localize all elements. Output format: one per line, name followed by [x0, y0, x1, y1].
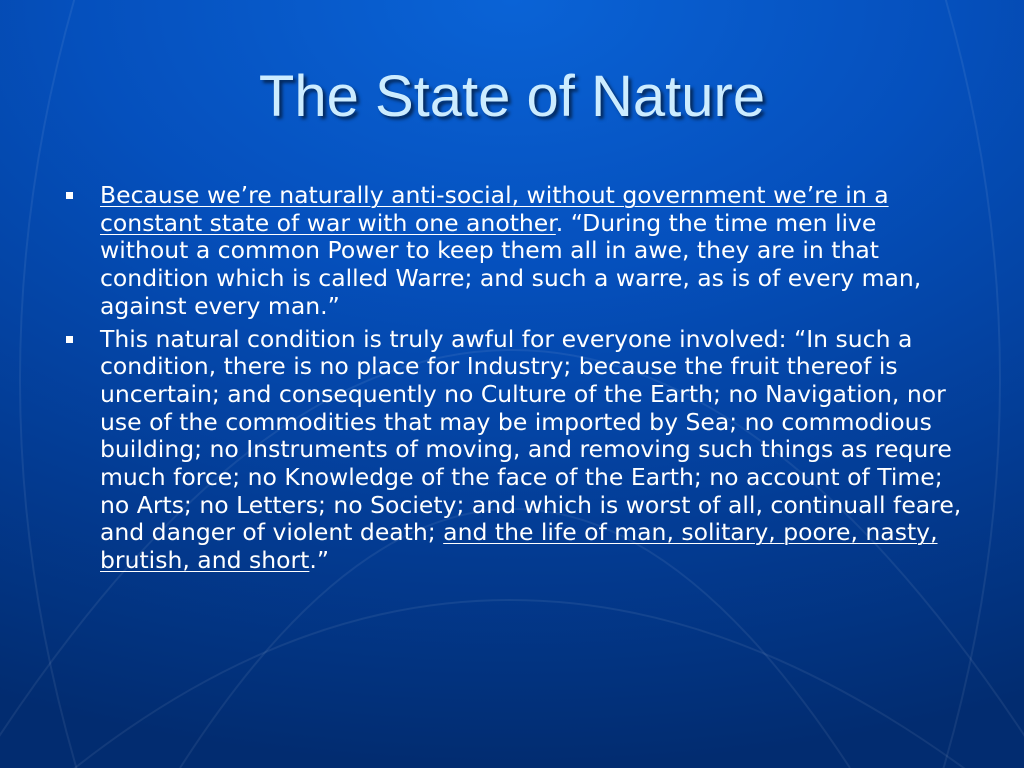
bullet-2-underlined-text: and the life of man, solitary, poore, nasty, brutish, and short — [100, 518, 938, 575]
bullet-1-underlined-text: Because we’re naturally anti-social, without government we’re in a constant state of war with one another — [100, 181, 889, 237]
square-bullet-icon — [66, 336, 73, 343]
bullet-2-ending-text: .” — [309, 546, 330, 575]
square-bullet-icon — [66, 192, 73, 199]
bullet-item-1 — [62, 182, 972, 321]
bullet-2-text: This natural condition is truly awful for everyone involved: “In such a condition, there is no place for Industry; because the fruit thereof is uncertain; and consequently no Culture of the Earth; no Navigation, nor use of the commodities that may be imported by Sea; no commodious building; no Instruments of moving, and removing such things as requre much force; no Knowledge of the face of the Earth; no account of Time; no Arts; no Letters; no Society; and which is worst of all, continuall feare, and danger of violent death; — [100, 324, 962, 547]
bullet-item-2 — [62, 326, 972, 575]
bullet-list — [62, 182, 972, 580]
slide-title: The State of Nature — [258, 64, 766, 129]
bullet-1-text: . “During the time men live without a common Power to keep them all in awe, they are in that condition which is called Warre; and such a warre, as is of every man, against every man.” — [100, 208, 922, 320]
